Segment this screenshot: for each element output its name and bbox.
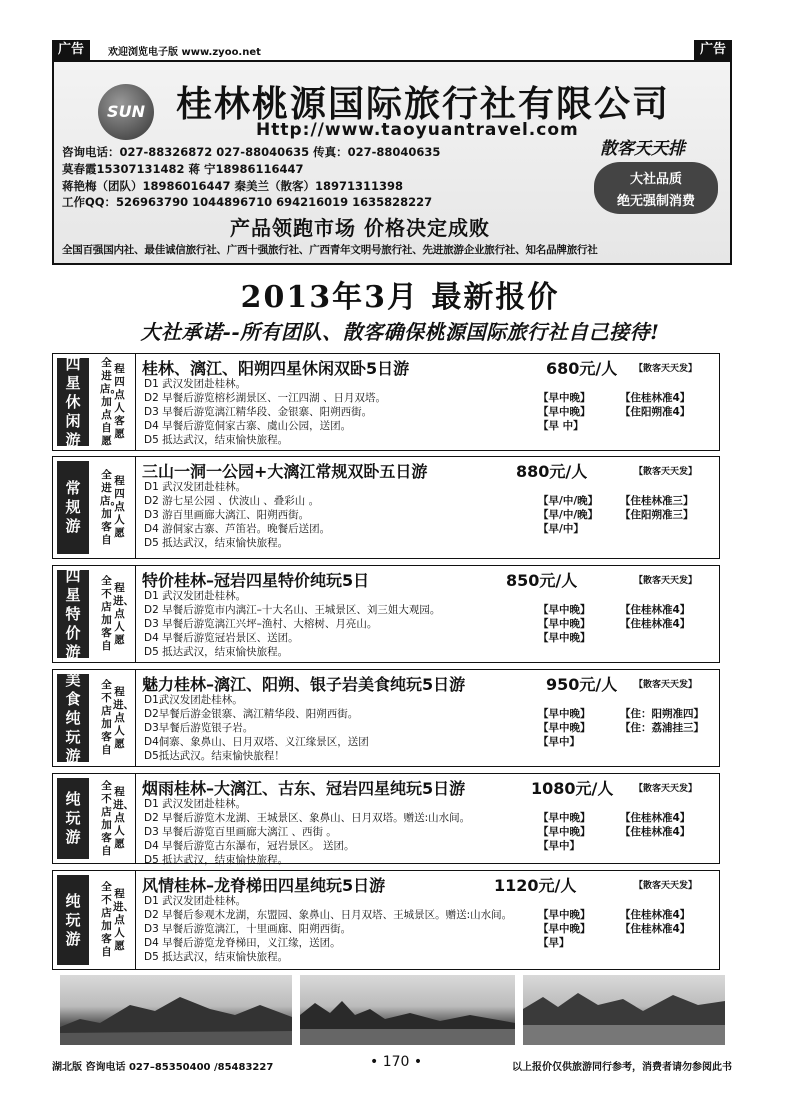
tour-body [135,774,719,866]
itinerary-meal: 【早中】 [538,736,580,748]
itinerary-meal: 【早/中】 [538,523,584,535]
tour-departure: 【散客天天发】 [634,680,698,690]
page-subtitle: 大社承诺--所有团队、散客确保桃源国际旅行社自己接待! [140,320,660,344]
itinerary-day: D4 游侗家古寨、芦笛岩。晚餐后送团。 [144,523,331,535]
tour-category: 美食纯玩游 [57,674,89,762]
tour-tag-col: 程进、点人愿 [113,786,134,850]
tour-name: 特价桂林–冠岩四星特价纯玩5日 [142,571,370,590]
itinerary-hotel: 【住桂林准4】 [620,812,691,824]
itinerary-day: D2早餐后游金银寨、漓江精华段、阳朔西街。 [144,708,359,720]
itinerary-day: D3 早餐后游览百里画廊大漓江 、西街 。 [144,826,337,838]
itinerary-meal: 【早中晚】 [538,604,591,616]
itinerary-hotel: 【住阳朔准4】 [620,406,691,418]
footer-contact: 湖北版 咨询电话 027–85350400 /85483227 [52,1062,274,1073]
tour-tag-col: 全进店。加客自 [100,468,121,546]
itinerary-day: D2 早餐后游览榕杉湖景区、一江四湖 、日月双塔。 [144,392,386,404]
promise-line-2: 绝无强制消费 [616,194,695,209]
itinerary-day: D5 抵达武汉，结束愉快旅程。 [144,537,289,549]
itinerary-meal: 【早中晚】 [538,406,591,418]
tour-tag-col: 全不店加客自 [101,575,112,652]
welcome-text: 欢迎浏览电子版 www.zyoo.net [108,47,261,58]
itinerary-day: D4 早餐后游览龙脊梯田，义江缘，送团。 [144,937,341,949]
itinerary-day: D2 游七星公园 、伏波山 、叠彩山 。 [144,495,320,507]
ad-label-right: 广告 [694,40,732,60]
promise-badge [594,162,718,214]
scenery-photos [60,975,725,1045]
itinerary-meal: 【早中晚】 [538,909,591,921]
tour-block [52,669,720,767]
company-name: 桂林桃源国际旅行社有限公司 [176,83,671,125]
itinerary-meal: 【早中晚】 [538,618,591,630]
tour-price: 880元/人 [516,462,588,481]
tour-departure: 【散客天天发】 [634,784,698,794]
tour-price: 1120元/人 [494,876,577,895]
tour-tag-col: 全不店加客自 [101,779,112,857]
itinerary-hotel: 【住桂林准三】 [620,495,694,507]
itinerary-day: D1 武汉发团赴桂林。 [144,798,247,810]
itinerary-day: D3 早餐后游览漓江精华段、金银寨、阳朔西街。 [144,406,373,418]
tour-body [135,670,719,766]
itinerary-day: D4 早餐后游览古东瀑布，冠岩景区。 送团。 [144,840,355,852]
itinerary-meal: 【早中晚】 [538,632,591,644]
company-url[interactable]: Http://www.taoyuantravel.com [256,120,579,140]
itinerary-day: D1武汉发团赴桂林。 [144,694,243,706]
tour-category: 四星特价游 [57,570,89,658]
itinerary-day: D4 早餐后游览侗家古寨、虞山公园，送团。 [144,420,352,432]
scenery-photo [523,975,725,1045]
contact-line: 咨询电话：027-88326872 027-88040635 传真：027-88040635 [62,145,441,159]
itinerary-meal: 【早/中/晚】 [538,495,599,507]
itinerary-meal: 【早中晚】 [538,826,591,838]
itinerary-day: D5 抵达武汉，结束愉快旅程。 [144,434,289,446]
tour-tag [93,778,133,859]
itinerary-day: D1 武汉发团赴桂林。 [144,378,247,390]
itinerary-meal: 【早中晚】 [538,722,591,734]
itinerary-meal: 【早中晚】 [538,812,591,824]
itinerary-meal: 【早中晚】 [538,392,591,404]
itinerary-day: D3 早餐后游览漓江兴坪–渔村、大榕树、月亮山。 [144,618,378,630]
itinerary-meal: 【早中】 [538,840,580,852]
itinerary-day: D5 抵达武汉，结束愉快旅程。 [144,854,289,866]
tour-departure: 【散客天天发】 [634,576,698,586]
tour-tag-col: 程进、点人愿 [113,581,134,646]
itinerary-day: D3 游百里画廊大漓江、阳朔西街。 [144,509,310,521]
footer-note: 以上报价仅供旅游同行参考，消费者请勿参阅此书 [512,1062,732,1073]
itinerary-day: D2 早餐后参观木龙湖，东盟园、象鼻山、日月双塔、王城景区。赠送:山水间。 [144,909,513,921]
tour-departure: 【散客天天发】 [634,364,698,374]
promise-line-1: 大社品质 [629,172,682,187]
tour-price: 680元/人 [546,359,618,378]
tour-name: 三山一洞一公园+大漓江常规双卧五日游 [142,462,428,481]
page-title: 2013年3月 最新报价 [240,280,560,315]
tour-price: 1080元/人 [531,779,614,798]
tour-block [52,456,720,559]
itinerary-day: D1 武汉发团赴桂林。 [144,590,247,602]
tour-tag-col: 程四点人客愿 [114,363,125,440]
tour-tag [93,358,133,446]
tour-category: 常规游 [57,461,89,554]
itinerary-day: D5 抵达武汉，结束愉快旅程。 [144,951,289,963]
itinerary-hotel: 【住桂林准4】 [620,909,691,921]
tour-name: 风情桂林–龙脊梯田四星纯玩5日游 [142,876,386,895]
itinerary-hotel: 【住：阳朔准四】 [620,708,704,720]
ad-label-left: 广告 [52,40,90,60]
company-header [52,60,732,265]
itinerary-day: D3 早餐后游览漓江，十里画廊、阳朔西街。 [144,923,352,935]
company-motto: 产品领跑市场 价格决定成败 [230,216,490,240]
itinerary-meal: 【早中晚】 [538,708,591,720]
itinerary-day: D4侗寨、象鼻山、日月双塔、义江缘景区，送团 [144,736,369,748]
tour-tag-col: 程进、点人愿 [113,887,134,952]
scenery-photo [60,975,292,1045]
tour-departure: 【散客天天发】 [634,881,698,891]
tour-tag [93,674,133,762]
tour-tag-col: 程四点人愿 [114,475,125,539]
top-bar [52,40,732,60]
tour-tag [93,570,133,658]
tour-body [135,354,719,450]
tour-tag [93,875,133,965]
company-honors: 全国百强国内社、最佳诚信旅行社、广西十强旅行社、广西青年文明号旅行社、先进旅游企业旅行社、知名品牌旅行社 [62,244,598,256]
itinerary-day: D4 早餐后游览冠岩景区、送团。 [144,632,299,644]
tour-departure: 【散客天天发】 [634,467,698,477]
itinerary-hotel: 【住桂林准4】 [620,923,691,935]
tour-tag-col: 全不店加客自 [101,881,112,958]
itinerary-day: D2 早餐后游览市内漓江–十大名山、王城景区、刘三姐大观园。 [144,604,441,616]
contact-line: 莫春霞15307131482 蒋 宁18986116447 [62,162,304,176]
tour-body [135,457,719,558]
tour-category: 纯玩游 [57,875,89,965]
tour-body [135,871,719,969]
slogan-script: 散客天天排 [600,139,685,159]
itinerary-day: D1 武汉发团赴桂林。 [144,481,247,493]
contact-line: 蒋艳梅（团队）18986016447 秦美兰（散客）18971311398 [62,179,404,193]
tour-tag-col: 全不店加客自 [101,679,112,756]
itinerary-hotel: 【住阳朔准三】 [620,509,694,521]
company-logo: SUN [98,84,154,140]
tour-name: 桂林、漓江、阳朔四星休闲双卧5日游 [142,359,410,378]
itinerary-hotel: 【住桂林准4】 [620,604,691,616]
itinerary-hotel: 【住：荔浦挂三】 [620,722,704,734]
tour-category: 四星休闲游 [57,358,89,446]
itinerary-day: D2 早餐后游览木龙湖、王城景区、象鼻山、日月双塔。赠送:山水间。 [144,812,471,824]
tour-name: 魅力桂林–漓江、阳朔、银子岩美食纯玩5日游 [142,675,466,694]
tour-category: 纯玩游 [57,778,89,859]
tour-tag-col: 全进店。加点自愿 [100,356,121,447]
scenery-photo [300,975,515,1045]
tour-block [52,870,720,970]
itinerary-hotel: 【住桂林准4】 [620,618,691,630]
tour-block [52,773,720,864]
page-number: • 170 • [370,1054,423,1070]
tour-body [135,566,719,662]
itinerary-meal: 【早/中/晚】 [538,509,599,521]
tour-block [52,353,720,451]
tour-tag-col: 程进、点人愿 [113,685,134,750]
itinerary-day: D3早餐后游览银子岩。 [144,722,254,734]
itinerary-hotel: 【住桂林准4】 [620,826,691,838]
tour-price: 950元/人 [546,675,618,694]
page-footer [52,1056,732,1072]
itinerary-day: D1 武汉发团赴桂林。 [144,895,247,907]
tour-block [52,565,720,663]
itinerary-meal: 【早 中】 [538,420,584,432]
contact-line: 工作QQ：526963790 1044896710 694216019 1635828227 [62,195,433,209]
itinerary-meal: 【早】 [538,937,570,949]
itinerary-hotel: 【住桂林准4】 [620,392,691,404]
itinerary-meal: 【早中晚】 [538,923,591,935]
itinerary-day: D5抵达武汉。结束愉快旅程！ [144,750,285,762]
tour-name: 烟雨桂林–大漓江、古东、冠岩四星纯玩5日游 [142,779,466,798]
tour-price: 850元/人 [506,571,578,590]
tour-tag [93,461,133,554]
itinerary-day: D5 抵达武汉，结束愉快旅程。 [144,646,289,658]
